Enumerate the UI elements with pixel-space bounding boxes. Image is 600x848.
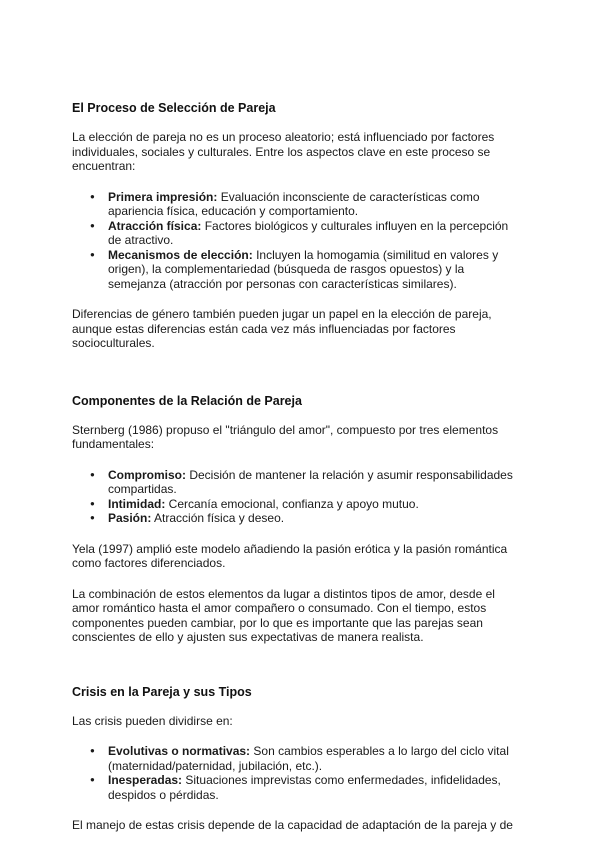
list-item-term: Pasión: bbox=[108, 511, 152, 525]
section-intro: La elección de pareja no es un proceso aleatorio; está influenciado por factores individuales, sociales y culturales. Entre los aspectos clave en este proceso se encuentran: bbox=[72, 130, 495, 173]
section-title: El Proceso de Selección de Pareja bbox=[72, 101, 276, 115]
list-item-term: Evolutivas o normativas: bbox=[108, 744, 251, 758]
list-item-term: Mecanismos de elección: bbox=[108, 247, 253, 262]
list-item bbox=[72, 511, 524, 526]
section-title: Componentes de la Relación de Pareja bbox=[72, 393, 302, 408]
list-item bbox=[72, 744, 524, 773]
list-item-term: Compromiso: bbox=[108, 467, 186, 482]
body-paragraph: Diferencias de género también pueden jugar un papel en la elección de pareja, aunque estas diferencias están cada vez más influenciadas por factores socioculturales. bbox=[72, 307, 492, 350]
bullet-list bbox=[72, 190, 524, 292]
list-item-term: Primera impresión: bbox=[108, 189, 218, 204]
list-item-text: Decisión de mantener la relación y asumir responsabilidades compartidas. bbox=[108, 467, 513, 496]
list-item bbox=[72, 248, 524, 292]
list-item-text: Cercanía emocional, confianza y apoyo mutuo. bbox=[168, 496, 419, 511]
bullet-list bbox=[72, 744, 524, 802]
list-item bbox=[72, 773, 524, 802]
bullet-list bbox=[72, 468, 524, 526]
list-item bbox=[72, 190, 524, 219]
section-intro: Sternberg (1986) propuso el "triángulo del amor", compuesto por tres elementos fundamentales: bbox=[72, 422, 499, 451]
body-paragraph: El manejo de estas crisis depende de la capacidad de adaptación de la pareja y de bbox=[72, 818, 513, 832]
list-item bbox=[72, 219, 524, 248]
list-item-term: Atracción física: bbox=[108, 218, 202, 233]
list-item-text: Evaluación inconsciente de características como apariencia física, educación y comportamiento. bbox=[108, 189, 480, 218]
section-intro: Las crisis pueden dividirse en: bbox=[72, 713, 233, 728]
list-item-text: Incluyen la homogamia (similitud en valores y origen), la complementariedad (búsqueda de rasgos opuestos) y la semejanza (atracción por personas con características similares). bbox=[108, 247, 499, 291]
list-item-text: Atracción física y deseo. bbox=[154, 511, 285, 525]
section-title: Crisis en la Pareja y sus Tipos bbox=[72, 684, 252, 699]
list-item-text: Factores biológicos y culturales influyen en la percepción de atractivo. bbox=[108, 218, 509, 247]
body-paragraph: La combinación de estos elementos da lugar a distintos tipos de amor, desde el amor romántico hasta el amor compañero o consumado. Con el tiempo, estos componentes pueden cambiar, por lo que es importante que las parejas sean conscientes de ello y ajusten sus expectativas de manera realista. bbox=[72, 586, 495, 644]
list-item bbox=[72, 497, 524, 512]
list-item-term: Intimidad: bbox=[108, 496, 166, 511]
document-page bbox=[72, 0, 524, 833]
body-paragraph: Yela (1997) amplió este modelo añadiendo la pasión erótica y la pasión romántica como factores diferenciados. bbox=[72, 541, 508, 570]
list-item bbox=[72, 468, 524, 497]
list-item-text: Situaciones imprevistas como enfermedades, infidelidades, despidos o pérdidas. bbox=[108, 773, 501, 802]
list-item-text: Son cambios esperables a lo largo del ciclo vital (maternidad/paternidad, jubilación, etc.). bbox=[108, 744, 509, 773]
list-item-term: Inesperadas: bbox=[108, 773, 183, 787]
